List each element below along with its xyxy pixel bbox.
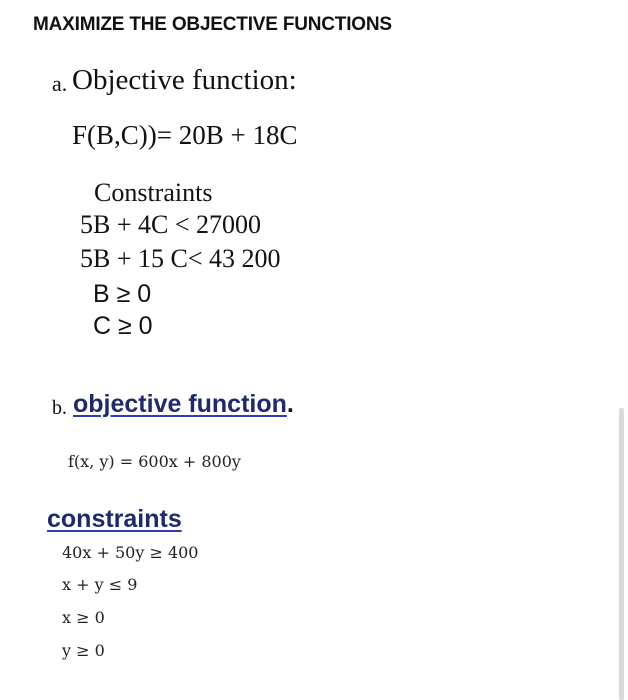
part-b-title	[73, 390, 294, 419]
scrollbar[interactable]	[619, 408, 624, 700]
page-heading: MAXIMIZE THE OBJECTIVE FUNCTIONS	[33, 14, 392, 35]
part-a-objective-function: F(B,C))= 20B + 18C	[72, 120, 298, 150]
part-b-marker: b.	[52, 397, 67, 419]
part-a-constraint: B ≥ 0	[93, 280, 152, 308]
part-b-title-suffix: .	[286, 390, 294, 418]
part-b-objective-function: f(x, y) = 600x + 800y	[68, 452, 241, 471]
part-a-constraint: 5B + 4C < 27000	[80, 210, 262, 239]
part-a-constraint: C ≥ 0	[93, 312, 153, 340]
part-a-title: Objective function:	[72, 64, 297, 96]
part-b-constraint: y ≥ 0	[62, 641, 105, 660]
part-b-constraint: 40x + 50y ≥ 400	[62, 543, 199, 562]
part-a-marker: a.	[52, 71, 68, 96]
part-a-constraints-label: Constraints	[94, 178, 213, 207]
part-b-title-text: objective function	[73, 390, 287, 418]
part-a-constraint: 5B + 15 C< 43 200	[80, 244, 281, 273]
part-b-constraint: x ≥ 0	[62, 608, 105, 627]
part-b-constraints-label: constraints	[47, 505, 182, 533]
part-b-constraint: x + y ≤ 9	[62, 575, 138, 594]
